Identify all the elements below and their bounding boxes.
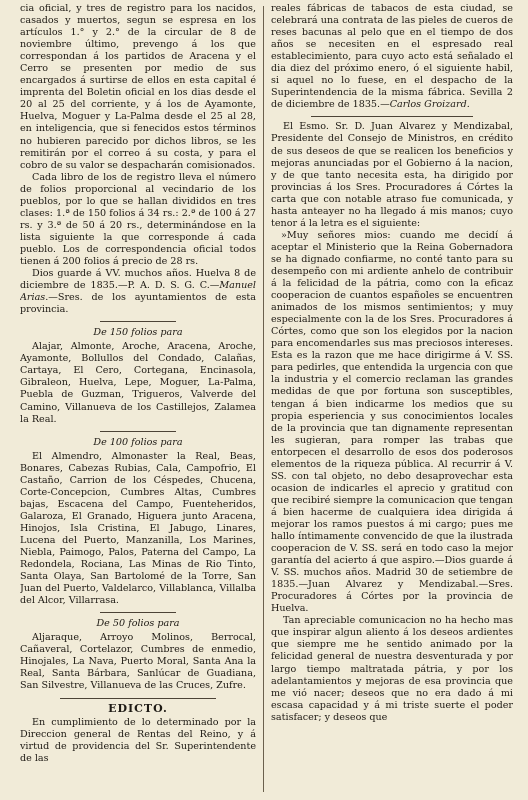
section-divider [100, 321, 176, 322]
right-column [271, 3, 513, 796]
signature-tail: —Sres. de los ayuntamientos de esta provincia. [20, 292, 256, 316]
section-divider [100, 612, 176, 613]
section-divider [100, 431, 176, 432]
group-150-towns: Alajar, Almonte, Aroche, Aracena, Aroche, Ayamonte, Bollullos del Condado, Calañas, Cartaya, El Cero, Cortegana, Encinasola, Gibraleon, Huelva, Lepe, Moguer, La-Palma, Puebla de Guzman, Trigueros, Valverde del Camino, Villanueva de los Castillejos, Zalamea la Real. [20, 341, 256, 425]
letter-intro: El Esmo. Sr. D. Juan Alvarez y Mendizabal, Presidente del Consejo de Ministros, en crédito de sus deseos de que se realicen los beneficios y mejoras anunciadas por el Gobierno á la nacion, y de que tanto necesita esta, ha dirigido por provincias á los Sres. Procuradores á Córtes la carta que con notable atraso fue comunicada, y hasta anteayer no ha llegado á mis manos; cuyo tenor á la letra es el siguiente: [271, 121, 513, 229]
closing-paragraph [20, 268, 256, 316]
folios-paragraph: Cada libro de los de registro lleva el número de folios proporcional al vecindario de los pueblos, por lo que se hallan divididos en tres clases: 1.ª de 150 folios á 34 rs.: 2.ª de 100 á 27 rs. y 3.ª de 50 á 20 rs., determinándose en la lista siguiente la que corresponde á cada pueblo. Los de correspondencia oficial todos tienen á 200 folios á precio de 28 rs. [20, 171, 256, 267]
group-50-towns: Aljaraque, Arroyo Molinos, Berrocal, Cañaveral, Cortelazor, Cumbres de enmedio, Hinojales, La Nava, Puerto Moral, Santa Ana la Real, Santa Bárbara, Sanlúcar de Guadiana, San Silvestre, Villanueva de las Cruces, Zufre. [20, 632, 256, 692]
group-100-heading: De 100 folios para [93, 436, 183, 448]
section-divider [311, 116, 473, 117]
section-divider [60, 698, 216, 699]
edicto-paragraph: En cumplimiento de lo determinado por la Direccion general de Rentas del Reino, y á virtud de providencia del Sr. Superintendente de las [20, 716, 256, 764]
edicto-heading: EDICTO. [108, 701, 168, 715]
signature: Carlos Groizard. [389, 99, 470, 111]
group-50-heading: De 50 folios para [96, 618, 180, 630]
contract-text: reales fábricas de tabacos de esta ciudad, se celebrará una contrata de las pieles de cueros de reses bacunas al pelo que en el tiempo de dos años se necesiten en el espresado real establecimiento, para cuyo acto está señalado el dia diez del próximo enero, ó el siguiente habil, si aquel no lo fuese, en el despacho de la Superintendencia de la misma fábrica. Sevilla 2 de diciembre de 1835.— [271, 3, 513, 111]
contract-paragraph [271, 3, 513, 111]
left-column [20, 3, 256, 796]
group-100-towns: El Almendro, Almonaster la Real, Beas, Bonares, Cabezas Rubias, Cala, Campofrio, El Castaño, Carrion de los Céspedes, Chucena, Corte-Concepcion, Cumbres Altas, Cumbres bajas, Escacena del Campo, Fuenteheridos, Galaroza, El Granado, Higuera junto Aracena, Hinojos, Isla Cristina, El Jabugo, Linares, Lucena del Puerto, Manzanilla, Los Marines, Niebla, Paimogo, Palos, Paterna del Campo, La Redondela, Rociana, Las Minas de Rio Tinto, Santa Olaya, San Bartolomé de la Torre, San Juan del Puerto, Valdelarco, Villablanca, Villalba del Alcor, Villarrasa. [20, 450, 256, 607]
signature: Manuel Arias. [20, 280, 256, 304]
closing-text: Dios guarde á VV. muchos años. Huelva 8 de diciembre de 1835.—P. A. D. S. G. C.— [20, 268, 256, 292]
group-150-heading: De 150 folios para [93, 327, 183, 339]
circular-paragraph: cia oficial, y tres de registro para los nacidos, casados y muertos, segun se espresa en los artículos 1.° y 2.° de la circular de 8 de noviembre último, prevengo á los que correspondan á los partidos de Aracena y el Cerro se presenten por medio de sus encargados á surtirse de ellos en esta capital é imprenta del Boletin oficial en los dias desde el 20 al 25 del corriente, y á los de Ayamonte, Huelva, Moguer y La-Palma desde el 25 al 28, en inteligencia, que si fenecidos estos términos no hubieren parecido por dichos libros, se les remitirán por el correo á su costa, y para el cobro de su valor se despacharán comisionados. [20, 3, 256, 171]
closing-paragraph: Tan apreciable comunicacion no ha hecho mas que inspirar algun aliento á los deseos ardientes que siempre me he sentido animado por la felicidad general de nuestra desventurada y por largo tiempo maltratada pátria, y por los adelantamientos y mejoras de esa provincia que me vió nacer; deseos que no era dado á mi escasa capacidad y á mi triste suerte el poder satisfacer; y deseos que [271, 615, 513, 723]
column-divider [263, 6, 264, 792]
letter-quote: »Muy señores mios: cuando me decidí á aceptar el Ministerio que la Reina Gobernadora se ha dignado confiarme, no conté tanto para su desempeño con mi ardiente anhelo de contribuir á la felicidad de la pátria, como con la eficaz cooperacion de cuantos españoles se encuentren animados de los mismos sentimientos; y muy especialmente con la de los Sres. Procuradores á Córtes, como que son los elegidos por la nacion para encomendarles sus mas preciosos intereses. Esta es la razon que me hace dirigirme á V. SS. para pedirles, que entendida la urgencia con que la industria y el comercio reclaman las grandes medidas de que por fortuna son susceptibles, tengan á bien indicarme los medios que su propia esperiencia y sus conocimientos locales de la provincia que tan dignamente representan les sugieran, para romper las trabas que entorpecen el desarrollo de esos dos poderosos elementos de la riqueza pública. Al recurrir á V. SS. con tal objeto, no debo desaprovechar esta ocasion de indicarles el aprecio y gratitud con que recibiré siempre la comunicacion que tengan á bien hacerme de cualquiera idea dirigida á mejorar los ramos puestos á mi cargo; pues me hallo íntimamente convencido de que la ilustrada cooperacion de V. SS. será en todo caso la mejor garantía del acierto á que aspiro.—Dios guarde á V. SS. muchos años. Madrid 30 de setiembre de 1835.—Juan Alvarez y Mendizabal.—Sres. Procuradores á Córtes por la provincia de Huelva. [271, 229, 513, 615]
